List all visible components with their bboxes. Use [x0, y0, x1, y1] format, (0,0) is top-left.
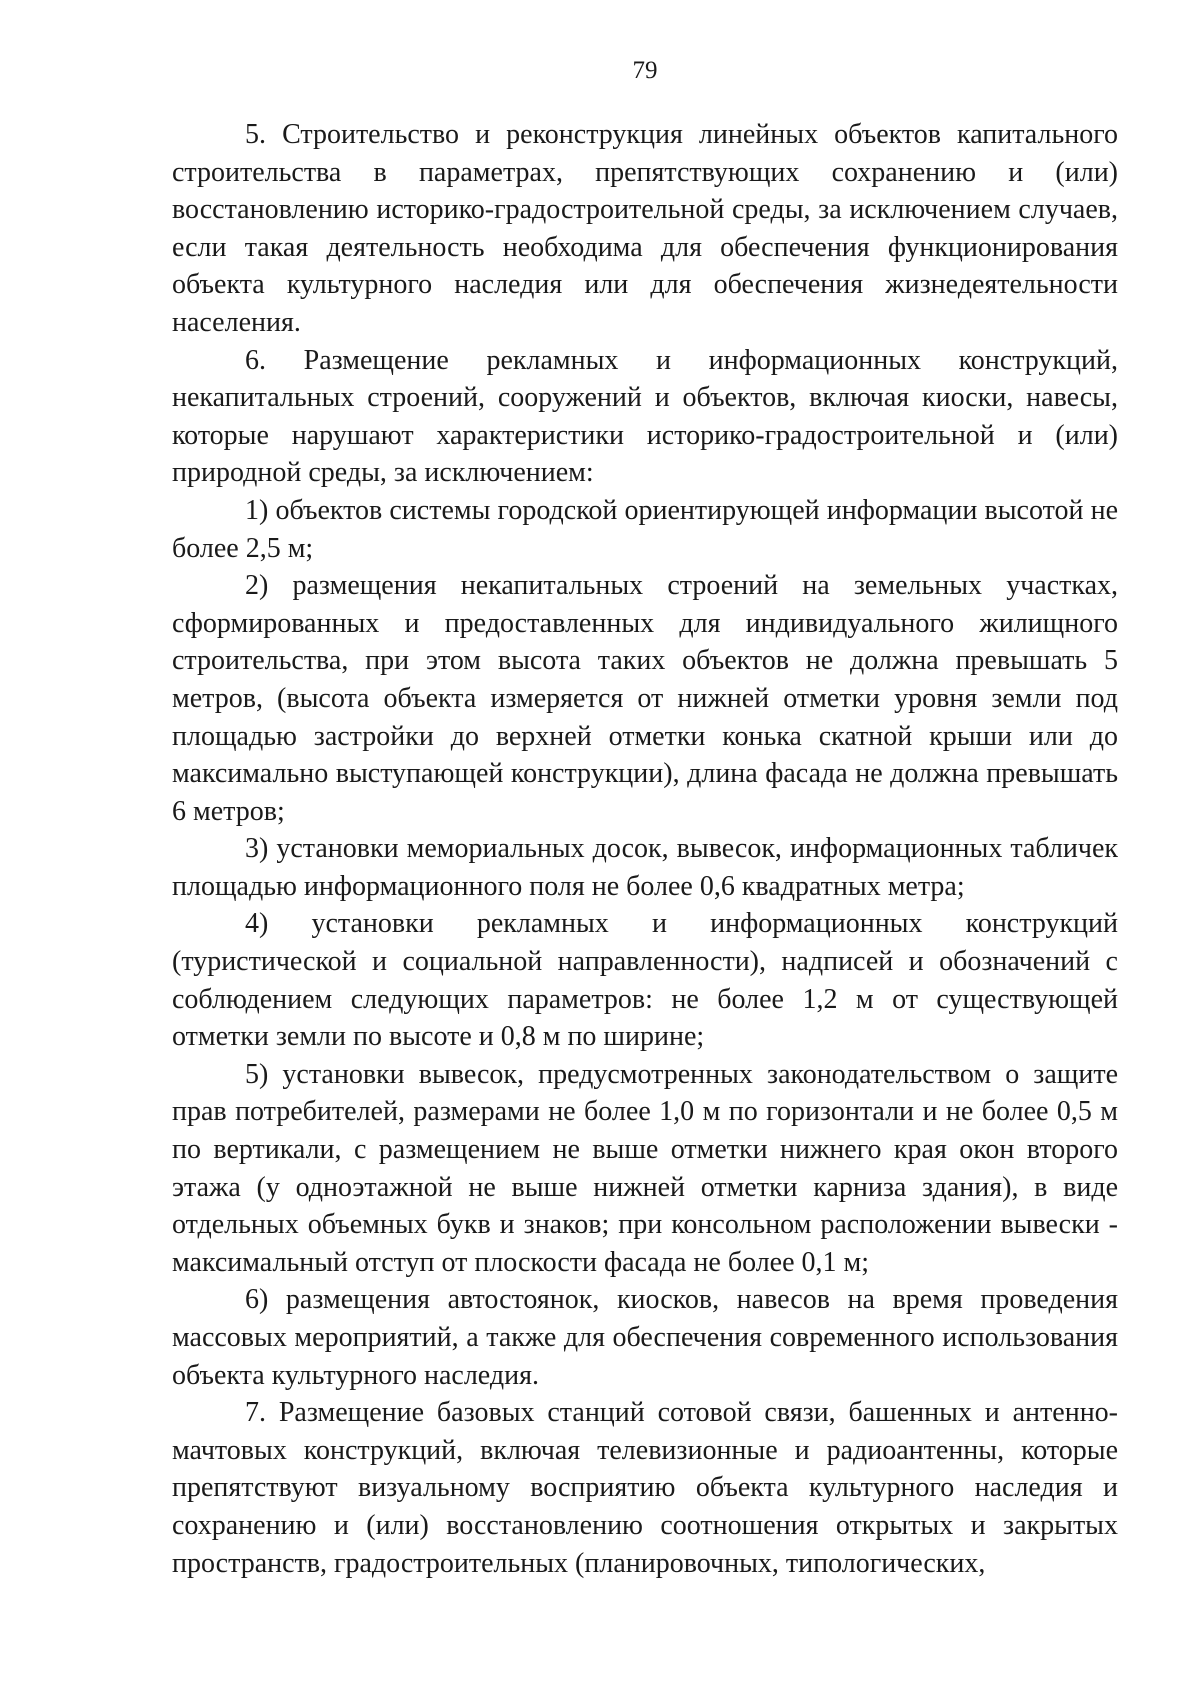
subitem-5: 5) установки вывесок, предусмотренных законодательством о защите прав потребителей, размерами не более 1,0 м по горизонтали и не более 0,5 м по вертикали, с размещением не выше отметки нижнего края окон второго этажа (у одноэтажной не выше нижней отметки карниза здания), в виде отдельных объемных букв и знаков; при консольном расположении вывески - максимальный отступ от плоскости фасада не более 0,1 м;: [172, 1058, 1118, 1278]
paragraph-item-7: 7. Размещение базовых станций сотовой связи, башенных и антенно-мачтовых конструкций, включая телевизионные и радиоантенны, которые препятствуют визуальному восприятию объекта культурного наследия и сохранению и (или) восстановлению соотношения открытых и закрытых пространств, градостроительных (планировочных, типологических,: [172, 1397, 1118, 1579]
document-body: [172, 116, 1118, 1582]
page-number: 79: [632, 57, 658, 84]
subitem-1: 1) объектов системы городской ориентирующей информации высотой не более 2,5 м;: [172, 494, 1118, 564]
subitem-6: 6) размещения автостоянок, киосков, навесов на время проведения массовых мероприятий, а также для обеспечения современного использования объекта культурного наследия.: [172, 1284, 1118, 1391]
subitem-4: 4) установки рекламных и информационных конструкций (туристической и социальной направленности), надписей и обозначений с соблюдением следующих параметров: не более 1,2 м от существующей отметки земли по высоте и 0,8 м по ширине;: [172, 908, 1118, 1053]
subitem-2: 2) размещения некапитальных строений на земельных участках, сформированных и предоставленных для индивидуального жилищного строительства, при этом высота таких объектов не должна превышать 5 метров, (высота объекта измеряется от нижней отметки уровня земли под площадью застройки до верхней отметки конька скатной крыши или до максимально выступающей конструкции), длина фасада не должна превышать 6 метров;: [172, 570, 1118, 827]
paragraph-item-5: 5. Строительство и реконструкция линейных объектов капитального строительства в параметрах, препятствующих сохранению и (или) восстановлению историко-градостроительной среды, за исключением случаев, если такая деятельность необходима для обеспечения функционирования объекта культурного наследия или для обеспечения жизнедеятельности населения.: [172, 119, 1118, 338]
paragraph-item-6: 6. Размещение рекламных и информационных конструкций, некапитальных строений, сооружений и объектов, включая киоски, навесы, которые нарушают характеристики историко-градостроительной и (или) природной среды, за исключением:: [172, 344, 1118, 489]
subitem-3: 3) установки мемориальных досок, вывесок, информационных табличек площадью информационного поля не более 0,6 квадратных метра;: [172, 833, 1118, 902]
